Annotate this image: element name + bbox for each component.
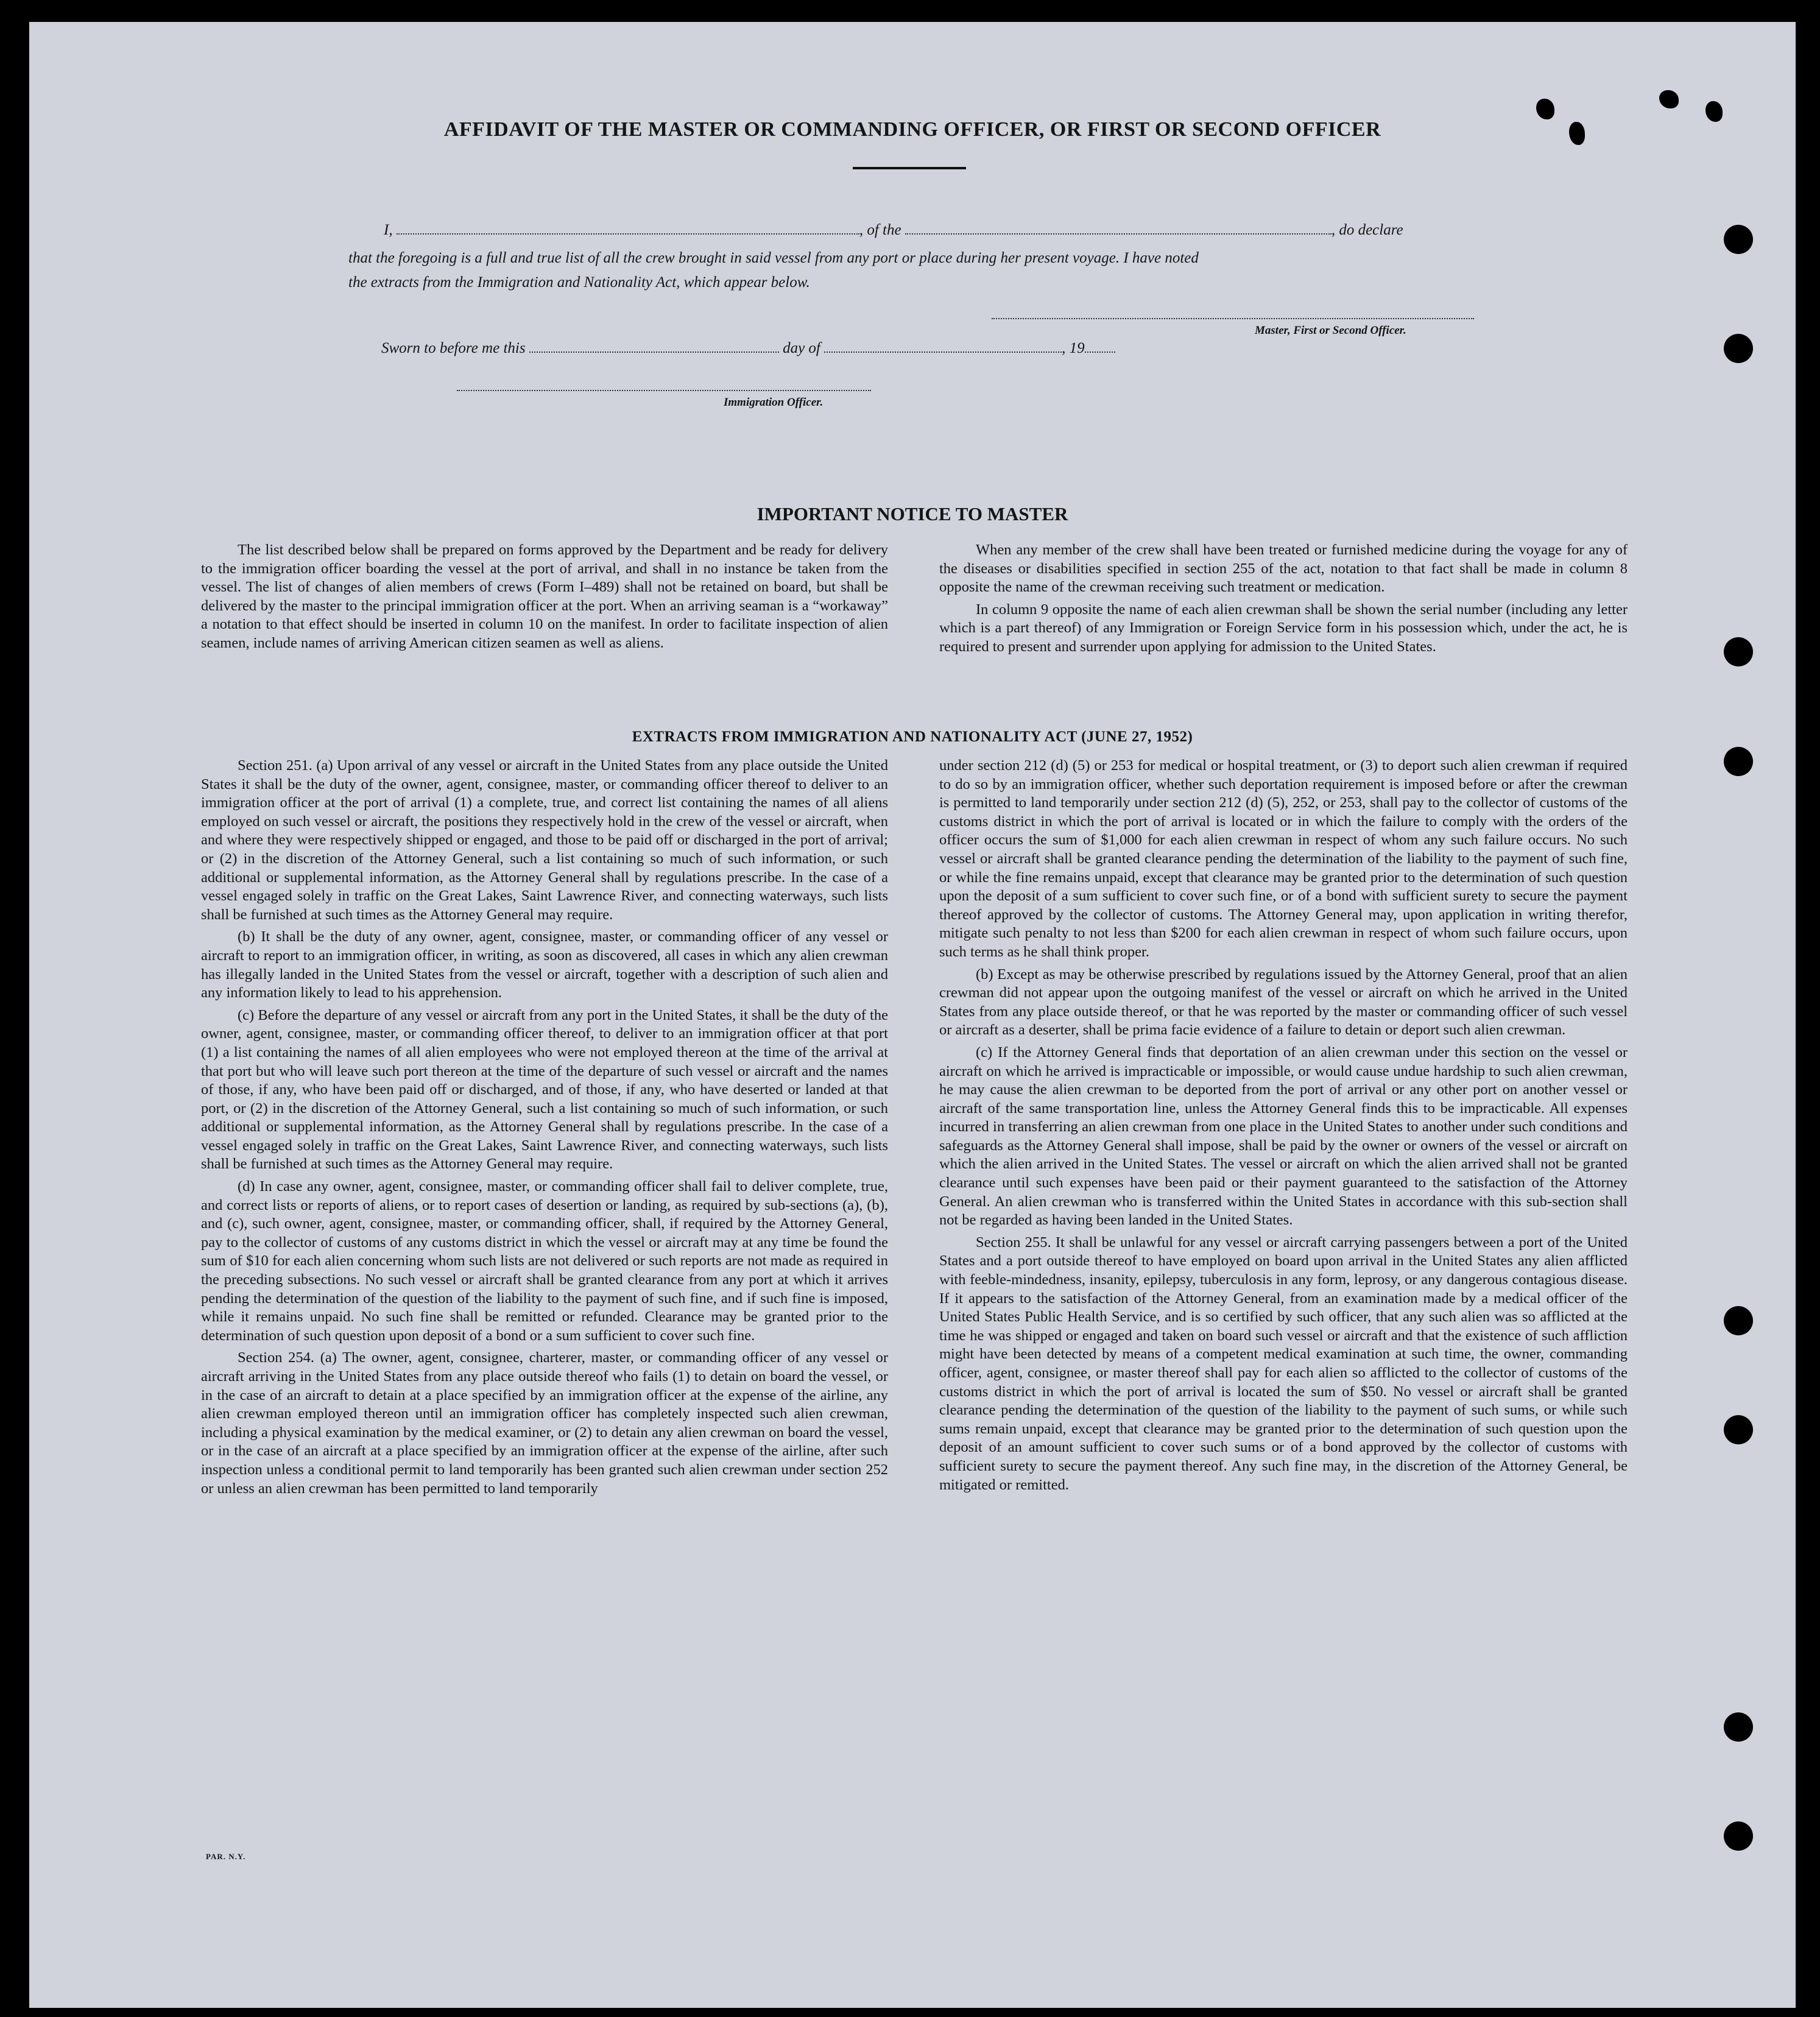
extracts-left-column: [201, 757, 888, 1502]
punch-hole: [1724, 1821, 1753, 1851]
ink-blot: [1659, 90, 1679, 108]
section-255-paragraph: Section 255. It shall be unlawful for any vessel or aircraft carrying passengers between a port of the United States and a port outside thereof to have employed on board upon arrival in the United States any alien afflicted with feeble-mindedness, insanity, epilepsy, tuberculosis in any form, leprosy, or any dangerous contagious disease. If it appears to the satisfaction of the Attorney General, from an examination made by a medical officer of the United States Public Health Service, and is so certified by such officer, that any such alien was so afflicted at the time he was shipped or engaged and taken on board such vessel or aircraft and that the existence of such affliction might have been detected by means of a competent medical examination at such time, the owner, commanding officer, agent, consignee, or master thereof shall pay for each alien so afflicted to the collector of customs of the customs district in which the port of arrival is located the sum of $50. No vessel or aircraft shall be granted clearance pending the determination of the question of the liability to the payment of such sums, or while such sums remain unpaid, except that clearance may be granted prior to the determination of such question upon the deposit of an amount sufficient to cover such sums or of a bond approved by the collector of customs with sufficient surety to secure the payment thereof. Any such fine may, in the discretion of the Attorney General, be mitigated or remitted.: [939, 1234, 1628, 1493]
declaration-line-2: that the foregoing is a full and true list of all the crew brought in said vessel from any port or place during her present voyage. I have noted: [348, 250, 1199, 266]
punch-hole: [1724, 1306, 1753, 1335]
sworn-label: Sworn to before me this: [381, 340, 526, 356]
notice-left-column: [201, 541, 888, 657]
extracts-title: EXTRACTS FROM IMMIGRATION AND NATIONALITY ACT (JUNE 27, 1952): [632, 729, 1193, 745]
master-signature-field[interactable]: [992, 318, 1474, 319]
sworn-day-field[interactable]: [529, 341, 779, 353]
punch-hole: [1724, 1712, 1753, 1742]
section-251c-paragraph: (c) Before the departure of any vessel or aircraft from any port in the United States, it shall be the duty of the owner, agent, consignee, master, or commanding officer thereof, to deliver to an immigration officer at that port (1) a list containing the names of all alien employees who were not employed thereon at the time of the arrival at that port but who will leave such port thereon at the time of the departure of such vessel or aircraft and the names of those, if any, who have been paid off or discharged, and of those, if any, who have deserted or landed at that port, or (2) in the discretion of the Attorney General, such a list containing so much of such information, or such additional or supplemental information, as the Attorney General shall by regulations prescribe. In the case of a vessel engaged solely in traffic on the Great Lakes, Saint Lawrence River, and connecting waterways, such lists shall be furnished at such times as the Attorney General may require.: [201, 1006, 888, 1173]
sworn-year-field[interactable]: [1085, 341, 1115, 353]
punch-hole: [1724, 747, 1753, 776]
declarant-name-field[interactable]: [397, 222, 859, 235]
extracts-right-column: [939, 757, 1628, 1498]
section-254b-paragraph: (b) Except as may be otherwise prescribed by regulations issued by the Attorney General, proof that an alien crewman did not appear upon the outgoing manifest of the vessel or aircraft on which he arrived in the United States from any place outside thereof, or that he was reported by the master or commanding officer of such vessel or aircraft as a deserter, shall be prima facie evidence of a failure to detain or deport such alien crewman.: [939, 966, 1628, 1039]
title-rule: [853, 167, 966, 169]
punch-hole: [1724, 637, 1753, 666]
of-the-label: , of the: [859, 222, 901, 238]
declare-label: , do declare: [1331, 222, 1403, 238]
year-label: , 19: [1062, 340, 1085, 356]
ink-blot: [1536, 99, 1554, 119]
section-254a-paragraph: Section 254. (a) The owner, agent, consignee, charterer, master, or commanding officer of any vessel or aircraft arriving in the United States from any place outside thereof who fails (1) to detain on board the vessel, or in the case of an aircraft to detain at a place specified by an immigration officer at the expense of the airline, any alien crewman employed thereon until an immigration officer has completely inspected such alien crewman, including a physical examination by the medical examiner, or (2) to detain any alien crewman on board the vessel, or in the case of an aircraft at a place specified by an immigration officer at the expense of the airline, after such inspection unless a conditional permit to land temporarily has been granted such alien crewman under section 252 or unless an alien crewman has been permitted to land temporarily: [201, 1349, 888, 1497]
declarant-label: I,: [384, 222, 393, 238]
punch-hole: [1724, 225, 1753, 254]
affidavit-title: AFFIDAVIT OF THE MASTER OR COMMANDING OFFICER, OR FIRST OR SECOND OFFICER: [443, 118, 1381, 141]
vessel-name-field[interactable]: [905, 222, 1331, 235]
notice-title: IMPORTANT NOTICE TO MASTER: [757, 503, 1068, 525]
section-251b-paragraph: (b) It shall be the duty of any owner, agent, consignee, master, or commanding officer of any vessel or aircraft to report to an immigration officer, in writing, as soon as discovered, all cases in which any alien crewman has illegally landed in the United States from the vessel or aircraft, together with a description of such alien and any information likely to lead to his apprehension.: [201, 928, 888, 1001]
notice-right-column: [939, 541, 1628, 660]
notice-paragraph: In column 9 opposite the name of each alien crewman shall be shown the serial number (including any letter which is a part thereof) of any Immigration or Foreign Service form in his possession which, under the act, he is required to present and surrender upon applying for admission to the United States.: [939, 601, 1628, 655]
sworn-line: [381, 340, 1115, 357]
declaration-line-1: [384, 222, 1403, 239]
declaration-line-3: the extracts from the Immigration and Nationality Act, which appear below.: [348, 274, 810, 291]
immigration-officer-signature-field[interactable]: [457, 390, 871, 391]
printer-mark: PAR. N.Y.: [206, 1852, 246, 1861]
section-254a-continued-paragraph: under section 212 (d) (5) or 253 for medical or hospital treatment, or (3) to deport such alien crewman if required to do so by an immigration officer, whether such deportation requirement is imposed before or after the crewman is permitted to land temporarily under section 212 (d) (5), 252, or 253, shall pay to the collector of customs of the customs district in which the port of arrival is located or in which the failure to comply with the orders of the officer occurs the sum of $1,000 for each alien crewman in respect of whom any such failure occurs. No such vessel or aircraft shall be granted clearance pending the determination of the liability to the payment of such fine, or while the fine remains unpaid, except that clearance may be granted prior to the determination of such question upon the deposit of a sum sufficient to cover such fine, or of a bond with sufficient surety to secure the payment thereof approved by the collector of customs. The Attorney General may, upon application in writing therefor, mitigate such penalty to not less than $200 for each alien crewman in respect of whom such failure occurs, upon such terms as he shall think proper.: [939, 757, 1628, 960]
day-of-label: day of: [783, 340, 820, 356]
section-251a-paragraph: Section 251. (a) Upon arrival of any vessel or aircraft in the United States from any place outside the United States it shall be the duty of the owner, agent, consignee, master, or commanding officer thereof to deliver to an immigration officer at the port of arrival (1) a complete, true, and correct list containing the names of all aliens employed on such vessel or aircraft, the positions they respectively hold in the crew of the vessel or aircraft, when and where they were respectively shipped or engaged, and those to be paid off or discharged in the port of arrival; or (2) in the discretion of the Attorney General, such a list containing so much of such information, or such additional or supplemental information, as the Attorney General shall by regulations prescribe. In the case of a vessel engaged solely in traffic on the Great Lakes, Saint Lawrence River, and connecting waterways, such lists shall be furnished at such times as the Attorney General may require.: [201, 757, 888, 923]
notice-paragraph: The list described below shall be prepared on forms approved by the Department and be ready for delivery to the immigration officer boarding the vessel at the port of arrival, and shall in no instance be taken from the vessel. The list of changes of alien members of crews (Form I–489) shall not be retained on board, but shall be delivered by the master to the principal immigration officer at the port. When an arriving seaman is a “workaway” a notation to that effect should be inserted in column 10 on the manifest. In order to facilitate inspection of alien seamen, include names of arriving American citizen seamen as well as aliens.: [201, 542, 888, 651]
notice-paragraph: When any member of the crew shall have been treated or furnished medicine during the voyage for any of the diseases or disabilities specified in section 255 of the act, notation to that fact shall be made in column 8 opposite the name of the crewman receiving such treatment or medication.: [939, 542, 1628, 596]
master-signature-caption: Master, First or Second Officer.: [1255, 324, 1406, 337]
immigration-officer-caption: Immigration Officer.: [724, 396, 824, 409]
section-254c-paragraph: (c) If the Attorney General finds that deportation of an alien crewman under this section on the vessel or aircraft on which he arrived is impracticable or impossible, or would cause undue hardship to such alien crewman, he may cause the alien crewman to be deported from the port of arrival or any other port on another vessel or aircraft of the same transportation line, unless the Attorney General finds this to be impracticable. All expenses incurred in transferring an alien crewman from one place in the United States to another under such conditions and safeguards as the Attorney General shall impose, shall be paid by the owner or owners of the vessel or aircraft on which the alien arrived in the United States. The vessel or aircraft on which the alien arrived shall not be granted clearance until such expenses have been paid or their payment guaranteed to the satisfaction of the Attorney General. An alien crewman who is transferred within the United States in accordance with this sub-section shall not be regarded as having been landed in the United States.: [939, 1044, 1628, 1229]
document-page: [29, 22, 1796, 2008]
punch-hole: [1724, 334, 1753, 363]
sworn-month-field[interactable]: [824, 341, 1062, 353]
punch-hole: [1724, 1415, 1753, 1444]
section-251d-paragraph: (d) In case any owner, agent, consignee, master, or commanding officer shall fail to deliver complete, true, and correct lists or reports of aliens, or to report cases of desertion or landing, as required by sub-sections (a), (b), and (c), such owner, agent, consignee, master, or commanding officer, shall, if required by the Attorney General, pay to the collector of customs of any customs district in which the vessel or aircraft may at any time be found the sum of $10 for each alien concerning whom such lists are not delivered or such reports are not made as required in the preceding subsections. No such vessel or aircraft shall be granted clearance from any port at which it arrives pending the determination of the question of the liability to the payment of such fine, and if such fine is imposed, while it remains unpaid. No such fine shall be remitted or refunded. Clearance may be granted prior to the determination of such question upon deposit of a bond or a sum sufficient to cover such fine.: [201, 1178, 888, 1344]
